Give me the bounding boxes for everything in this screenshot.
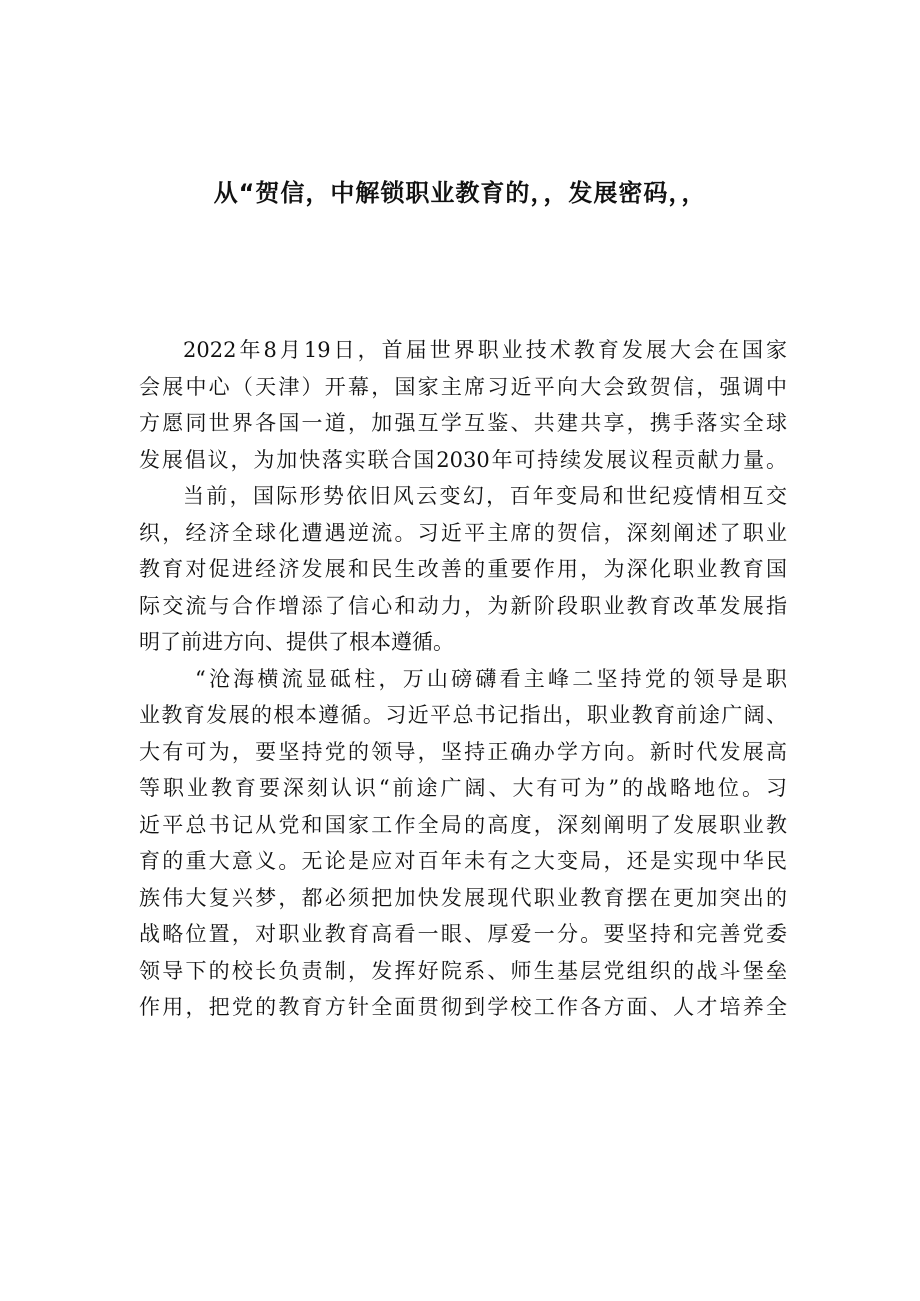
- text-line: “沧海横流显砥柱，万山磅礴看主峰二坚持党的领导是职: [195, 666, 787, 691]
- paragraph: [139, 478, 787, 661]
- text-line: 业教育发展的根本遵循。习近平总书记指出，职业教育前途广阔、: [139, 703, 787, 727]
- text-line: 明了前进方向、提供了根本遵循。: [139, 630, 454, 654]
- text-line: 大有可为，要坚持党的领导，坚持正确办学方向。新时代发展高: [139, 739, 787, 764]
- text-line: 等职业教育要深刻认识“前途广阔、大有可为”的战略地位。习: [139, 776, 787, 800]
- text-line: 发展倡议，为加快落实联合国2030年可持续发展议程贡献力量。: [139, 447, 787, 472]
- document-title: 从“贺信，中解锁职业教育的，，发展密码，，: [213, 179, 707, 207]
- text-line: 会展中心（天津）开幕，国家主席习近平向大会致贺信，强调中: [139, 374, 787, 399]
- text-line: 际交流与合作增添了信心和动力，为新阶段职业教育改革发展指: [139, 593, 787, 618]
- text-line: 作用，把党的教育方针全面贯彻到学校工作各方面、人才培养全: [139, 995, 787, 1019]
- text-line: 教育对促进经济发展和民生改善的重要作用，为深化职业教育国: [139, 557, 787, 581]
- text-line: 族伟大复兴梦，都必须把加快发展现代职业教育摆在更加突出的: [139, 885, 787, 910]
- text-line: 战略位置，对职业教育高看一眼、厚爱一分。要坚持和完善党委: [139, 922, 787, 946]
- text-line: 织，经济全球化遭遇逆流。习近平主席的贺信，深刻阐述了职业: [139, 520, 787, 545]
- text-line: 育的重大意义。无论是应对百年未有之大变局，还是实现中华民: [139, 849, 787, 873]
- paragraph: [139, 661, 787, 1026]
- paragraph: [139, 332, 787, 478]
- text-line: 当前，国际形势依旧风云变幻，百年变局和世纪疫情相互交: [183, 484, 787, 508]
- text-line: 领导下的校长负责制，发挥好院系、师生基层党组织的战斗堡垒: [139, 958, 787, 983]
- text-line: 方愿同世界各国一道，加强互学互鉴、共建共享，携手落实全球: [139, 411, 787, 435]
- text-line: 2022年8月19日，首届世界职业技术教育发展大会在国家: [183, 338, 787, 362]
- text-line: 近平总书记从党和国家工作全局的高度，深刻阐明了发展职业教: [139, 812, 787, 837]
- document-body: [139, 332, 787, 1026]
